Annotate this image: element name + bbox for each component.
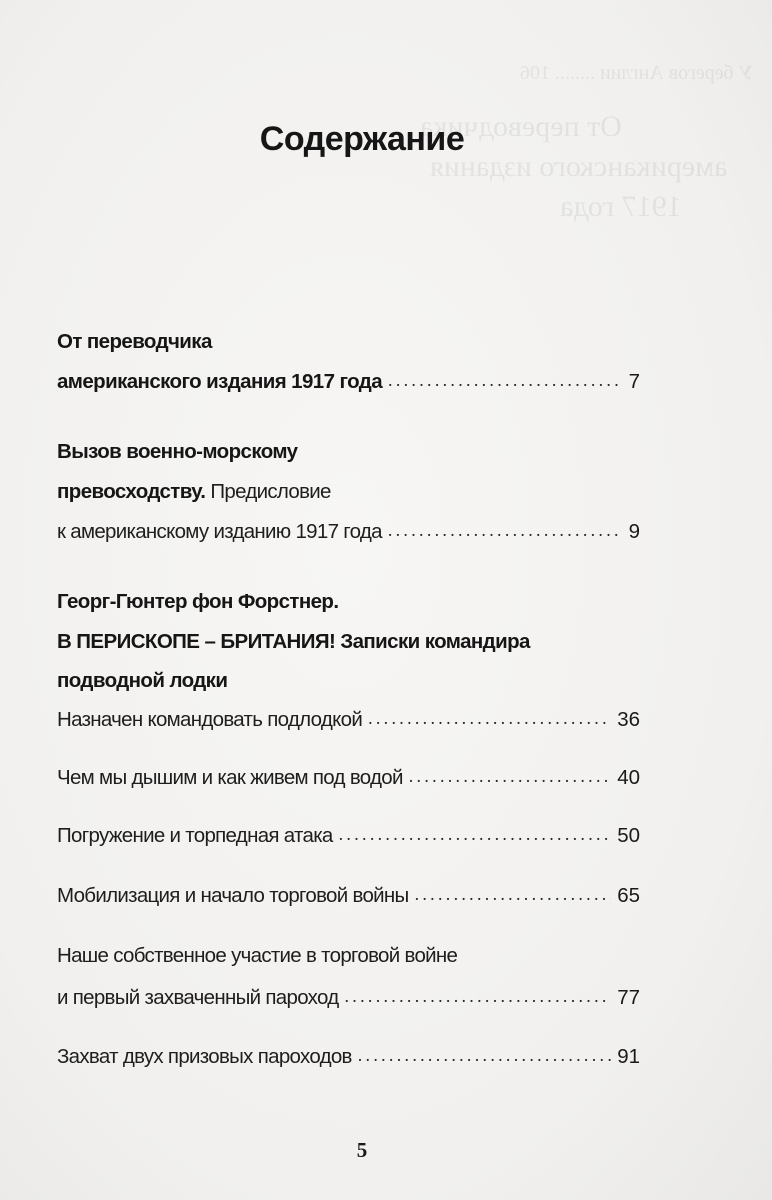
page-number: 65 bbox=[617, 884, 640, 907]
show-through-text: У берегов Англии ........ 106 bbox=[520, 62, 753, 84]
dot-leader bbox=[409, 758, 611, 794]
toc-entry-book-title-line1[interactable] bbox=[57, 624, 640, 660]
chapter-title: Наше собственное участие в торговой войне bbox=[57, 944, 458, 967]
dot-leader bbox=[358, 1037, 611, 1073]
show-through-text: От переводчика bbox=[420, 110, 622, 143]
toc-chapter-5-line1[interactable] bbox=[57, 938, 640, 974]
toc-entry-translator-line1[interactable] bbox=[57, 324, 640, 360]
chapter-title: Захват двух призовых пароходов bbox=[57, 1045, 352, 1068]
toc-entry-title: Вызов военно-морскому bbox=[57, 440, 298, 463]
chapter-title: Погружение и торпедная атака bbox=[57, 824, 333, 847]
page-number: 77 bbox=[617, 986, 640, 1009]
chapter-title: Мобилизация и начало торговой войны bbox=[57, 884, 409, 907]
toc-entry-title: американского издания 1917 года bbox=[57, 370, 383, 393]
toc-chapter-6[interactable] bbox=[57, 1039, 640, 1075]
show-through-text: 1917 года bbox=[560, 190, 682, 223]
dot-leader bbox=[368, 700, 611, 736]
toc-entry-subtitle: Предисловие bbox=[205, 480, 331, 503]
page-number: 91 bbox=[617, 1045, 640, 1068]
toc-entry-title: От переводчика bbox=[57, 330, 212, 353]
page-number: 7 bbox=[628, 370, 640, 393]
dot-leader bbox=[388, 362, 623, 398]
toc-chapter-4[interactable] bbox=[57, 878, 640, 914]
toc-entry-preface-line1[interactable] bbox=[57, 434, 640, 470]
page-folio: 5 bbox=[356, 1138, 368, 1162]
dot-leader bbox=[388, 512, 623, 548]
chapter-title: и первый захваченный пароход bbox=[57, 986, 339, 1009]
book-title: подводной лодки bbox=[57, 669, 228, 692]
toc-chapter-3[interactable] bbox=[57, 818, 640, 854]
book-title: В ПЕРИСКОПЕ – БРИТАНИЯ! Записки командира bbox=[57, 630, 530, 653]
author-name: Георг-Гюнтер фон Форстнер. bbox=[57, 590, 339, 613]
toc-entry-title: превосходству. bbox=[57, 480, 206, 503]
toc-entry-book-title-line2[interactable] bbox=[57, 663, 640, 699]
toc-entry-translator-line2[interactable] bbox=[57, 364, 640, 400]
toc-chapter-5-line2[interactable] bbox=[57, 980, 640, 1016]
toc-chapter-2[interactable] bbox=[57, 760, 640, 796]
dot-leader bbox=[339, 816, 612, 852]
show-through-text: американского издания bbox=[430, 150, 728, 183]
page-number: 36 bbox=[617, 708, 640, 731]
page-number: 40 bbox=[617, 766, 640, 789]
dot-leader bbox=[415, 876, 612, 912]
page-number: 50 bbox=[617, 824, 640, 847]
toc-entry-author[interactable] bbox=[57, 584, 640, 620]
toc-entry-preface-line3[interactable] bbox=[57, 514, 640, 550]
toc-entry-preface-line2[interactable] bbox=[57, 474, 640, 510]
chapter-title: Чем мы дышим и как живем под водой bbox=[57, 766, 403, 789]
dot-leader bbox=[345, 978, 612, 1014]
page-title: Содержание bbox=[259, 119, 465, 158]
page-number: 9 bbox=[628, 520, 640, 543]
toc-chapter-1[interactable] bbox=[57, 702, 640, 738]
toc-entry-subtitle: к американскому изданию 1917 года bbox=[57, 520, 382, 543]
chapter-title: Назначен командовать подлодкой bbox=[57, 708, 363, 731]
